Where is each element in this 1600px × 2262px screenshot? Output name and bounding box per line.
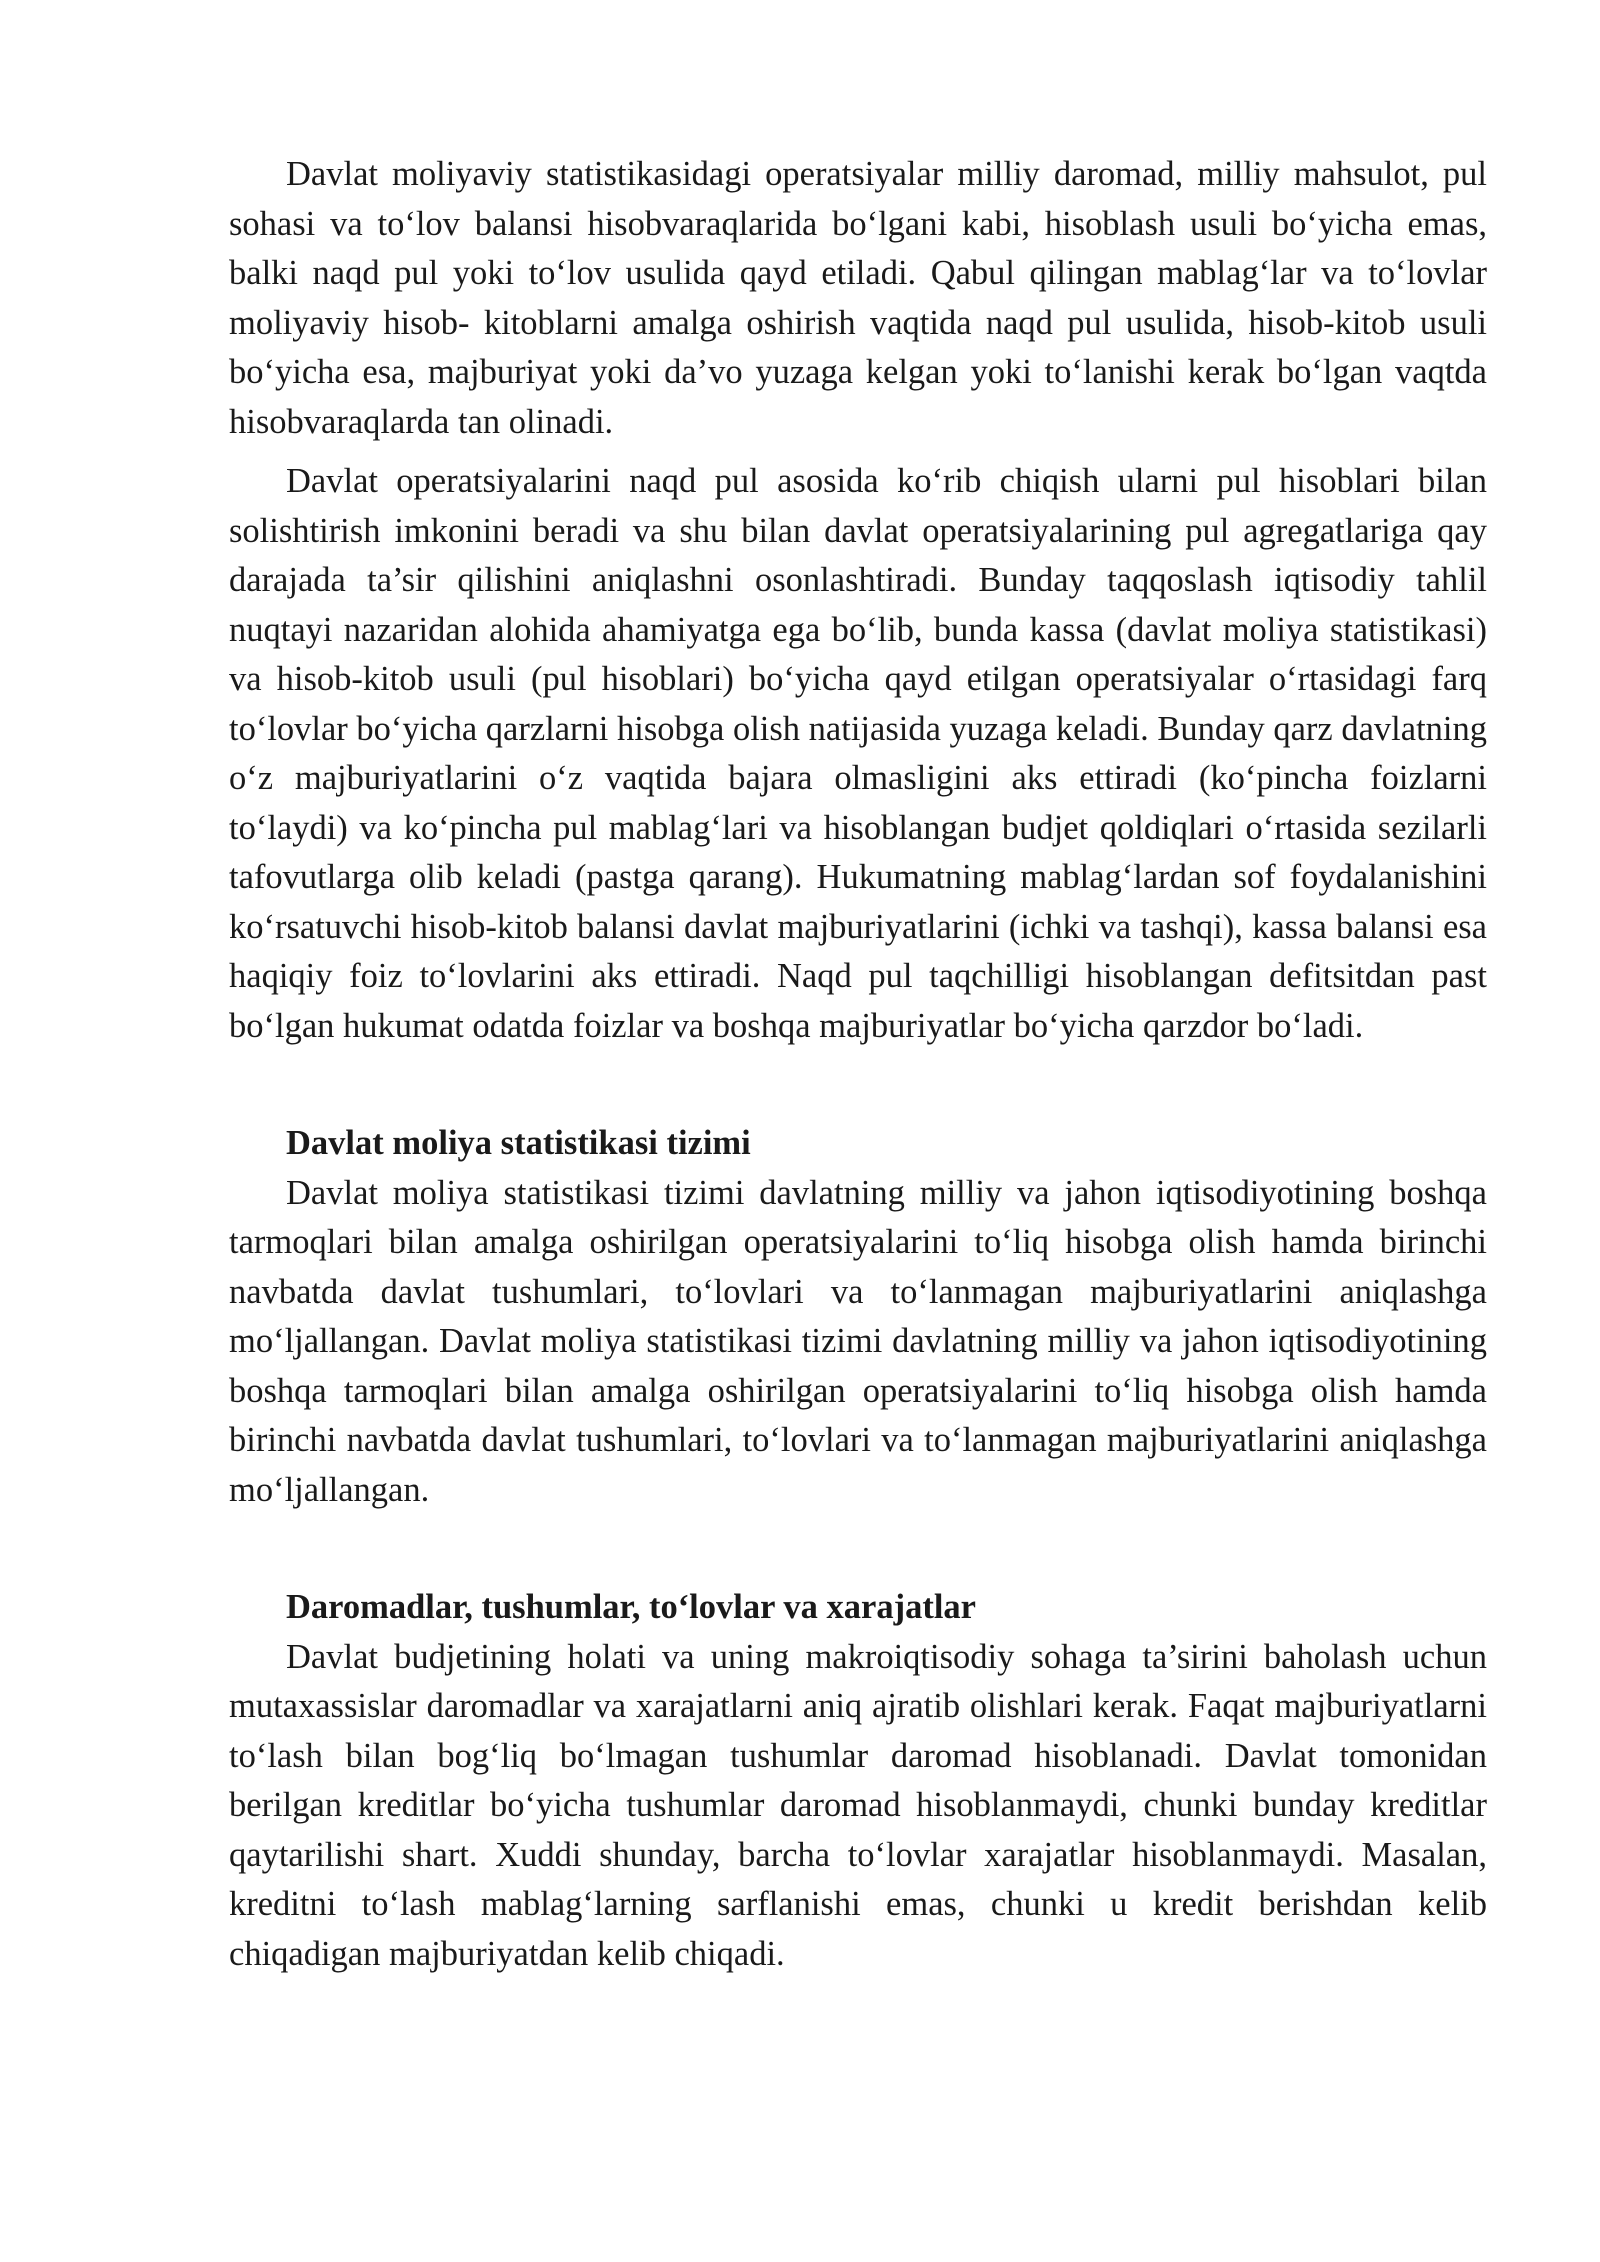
- paragraph-revenue-expenditure: Davlat budjetining holati va uning makroiqtisodiy sohaga ta’sirini baholash uchun mutaxassislar daromadlar va xarajatlarni aniq ajratib olishlari kerak. Faqat majburiyatlarni to‘lash bilan bog‘liq bo‘lmagan tushumlar daromad hisoblanadi. Davlat tomonidan berilgan kreditlar bo‘yicha tushumlar daromad hisoblanmaydi, chunki bunday kreditlar qaytarilishi shart. Xuddi shunday, barcha to‘lovlar xarajatlar hisoblanmaydi. Masalan, kreditni to‘lash mablag‘larning sarflanishi emas, chunki u kredit berishdan kelib chiqadigan majburiyatdan kelib chiqadi.: [229, 1637, 1487, 1973]
- paragraph-cash-basis: Davlat moliyaviy statistikasidagi operatsiyalar milliy daromad, milliy mahsulot, pul sohasi va to‘lov balansi hisobvaraqlarida bo‘lgani kabi, hisoblash usuli bo‘yicha emas, balki naqd pul yoki to‘lov usulida qayd etiladi. Qabul qilingan mablag‘lar va to‘lovlar moliyaviy hisob- kitoblarni amalga oshirish vaqtida naqd pul usulida, hisob-kitob usuli bo‘yicha esa, majburiyat yoki da’vo yuzaga kelgan yoki to‘lanishi kerak bo‘lgan vaqtda hisobvaraqlarda tan olinadi.: [229, 155, 1487, 441]
- paragraph-cash-vs-accrual: Davlat operatsiyalarini naqd pul asosida ko‘rib chiqish ularni pul hisoblari bilan solishtirish imkonini beradi va shu bilan davlat operatsiyalarining pul agregatlariga qay darajada ta’sir qilishini aniqlashni osonlashtiradi. Bunday taqqoslash iqtisodiy tahlil nuqtayi nazaridan alohida ahamiyatga ega bo‘lib, bunda kassa (davlat moliya statistikasi) va hisob-kitob usuli (pul hisoblari) bo‘yicha qayd etilgan operatsiyalar o‘rtasidagi farq to‘lovlar bo‘yicha qarzlarni hisobga olish natijasida yuzaga keladi. Bunday qarz davlatning o‘z majburiyatlarini o‘z vaqtida bajara olmasligini aks ettiradi (ko‘pincha foizlarni to‘laydi) va ko‘pincha pul mablag‘lari va hisoblangan budjet qoldiqlari o‘rtasida sezilarli tafovutlarga olib keladi (pastga qarang). Hukumatning mablag‘lardan sof foydalanishini ko‘rsatuvchi hisob-kitob balansi davlat majburiyatlarini (ichki va tashqi), kassa balansi esa haqiqiy foiz to‘lovlarini aks ettiradi. Naqd pul taqchilligi hisoblangan defitsitdan past bo‘lgan hukumat odatda foizlar va boshqa majburiyatlar bo‘yicha qarzdor bo‘ladi.: [229, 462, 1487, 1045]
- section-heading-gfs-system: Davlat moliya statistikasi tizimi: [286, 1124, 751, 1162]
- document-page: [229, 150, 1487, 1979]
- paragraph-gfs-system: Davlat moliya statistikasi tizimi davlatning milliy va jahon iqtisodiyotining boshqa tarmoqlari bilan amalga oshirilgan operatsiyalarini to‘liq hisobga olish hamda birinchi navbatda davlat tushumlari, to‘lovlari va to‘lanmagan majburiyatlarini aniqlashga mo‘ljallangan. Davlat moliya statistikasi tizimi davlatning milliy va jahon iqtisodiyotining boshqa tarmoqlari bilan amalga oshirilgan operatsiyalarini to‘liq hisobga olish hamda birinchi navbatda davlat tushumlari, to‘lovlari va to‘lanmagan majburiyatlarini aniqlashga mo‘ljallangan.: [229, 1173, 1487, 1509]
- section-heading-revenue-expenditure: Daromadlar, tushumlar, to‘lovlar va xarajatlar: [286, 1588, 976, 1626]
